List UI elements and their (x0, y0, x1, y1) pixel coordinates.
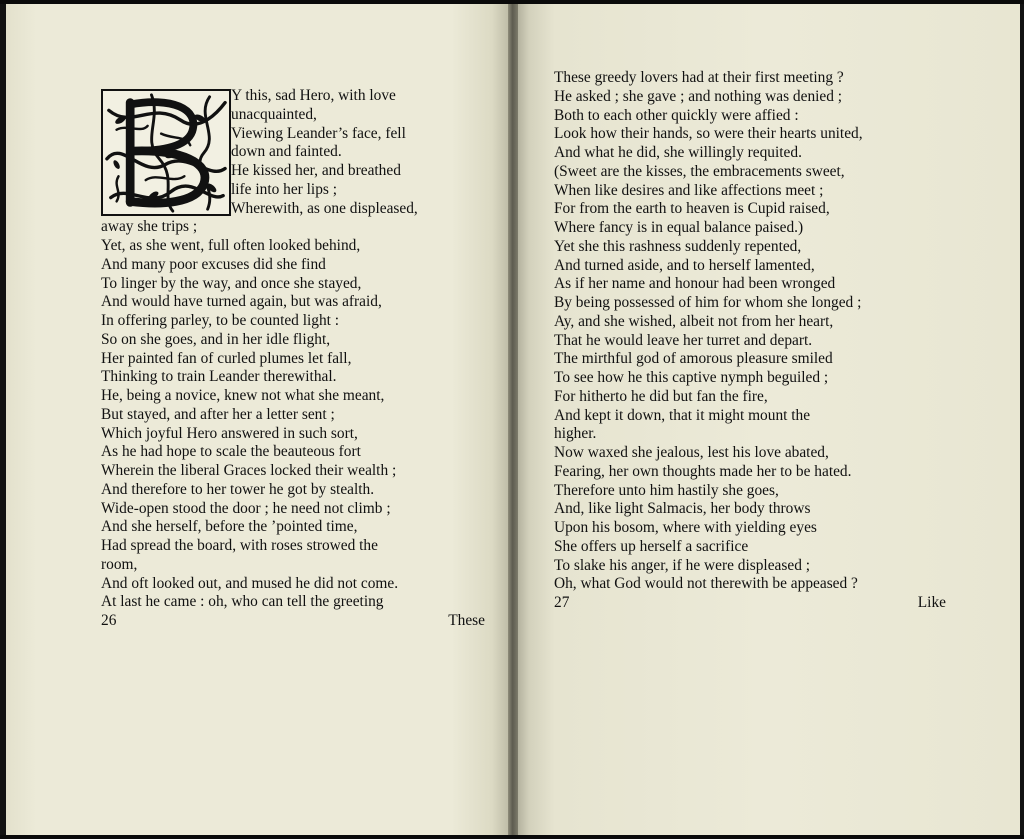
text-line: As if her name and honour had been wronged (554, 275, 836, 293)
text-line: And oft looked out, and mused he did not come. (101, 574, 399, 592)
text-line: He kissed her, and breathed (231, 162, 401, 179)
text-line: Ay, and she wished, albeit not from her heart, (554, 312, 834, 330)
text-line: And turned aside, and to herself lamented, (554, 256, 815, 274)
text-line: Yet, as she went, full often looked behind, (101, 237, 361, 254)
page-number: 27 (554, 594, 570, 611)
text-line: Now waxed she jealous, lest his love abated, (554, 444, 829, 461)
text-line: These greedy lovers had at their first meeting ? (554, 69, 844, 86)
text-line: (Sweet are the kisses, the embracements sweet, (554, 162, 845, 180)
text-line: And kept it down, that it might mount the (554, 406, 811, 424)
text-line: Yet she this rashness suddenly repented, (554, 237, 802, 255)
text-line: Fearing, her own thoughts made her to be hated. (554, 462, 852, 480)
text-line: Her painted fan of curled plumes let fall, (101, 349, 352, 367)
text-line: Upon his bosom, where with yielding eyes (554, 519, 817, 536)
text-line: To linger by the way, and once she stayed, (101, 274, 362, 292)
text-line: As he had hope to scale the beauteous fort (101, 443, 361, 461)
text-line: Where fancy is in equal balance paised.) (554, 219, 804, 236)
right-page-content (514, 4, 1020, 835)
text-line: Therefore unto him hastily she goes, (554, 481, 779, 499)
page-footer (554, 594, 946, 613)
text-line: room, (101, 555, 138, 573)
text-line: She offers up herself a sacrifice (554, 537, 749, 555)
text-line: And would have turned again, but was afraid, (101, 293, 382, 311)
catchword: Like (917, 594, 946, 611)
text-line: Look how their hands, so were their hearts united, (554, 125, 863, 143)
text-line: down and fainted. (231, 143, 342, 161)
text-line: To see how he this captive nymph beguiled ; (554, 369, 829, 386)
text-line: The mirthful god of amorous pleasure smiled (554, 350, 833, 368)
text-line: Thinking to train Leander therewithal. (101, 368, 337, 386)
page-number: 26 (101, 612, 117, 629)
text-line: By being possessed of him for whom she longed ; (554, 294, 862, 311)
text-line: And, like light Salmacis, her body throws (554, 500, 811, 518)
text-line: In offering parley, to be counted light : (101, 312, 340, 329)
text-line: When like desires and like affections meet ; (554, 181, 824, 199)
text-line: unacquainted, (231, 105, 317, 123)
left-page-text (101, 87, 493, 631)
text-line: And therefore to her tower he got by stealth. (101, 480, 375, 498)
text-line: Both to each other quickly were affied : (554, 106, 799, 124)
text-line: And many poor excuses did she find (101, 255, 326, 273)
text-line: So on she goes, and in her idle flight, (101, 330, 331, 348)
text-line: He asked ; she gave ; and nothing was denied ; (554, 87, 843, 105)
text-line: And she herself, before the ’pointed time, (101, 518, 358, 536)
text-line: Y this, sad Hero, with love (231, 87, 396, 104)
right-page-text (554, 69, 946, 613)
text-line: Oh, what God would not therewith be appeased ? (554, 575, 858, 593)
text-line: For from the earth to heaven is Cupid raised, (554, 200, 830, 218)
text-line: That he would leave her turret and depart. (554, 331, 813, 349)
book-spread (0, 4, 1024, 835)
text-line: At last he came : oh, who can tell the greeting (101, 593, 384, 611)
text-line: life into her lips ; (231, 180, 338, 198)
text-line: Wherein the liberal Graces locked their wealth ; (101, 462, 397, 479)
text-line: For hitherto he did but fan the fire, (554, 387, 768, 405)
text-line: Wherewith, as one displeased, (231, 199, 418, 217)
text-line: away she trips ; (101, 218, 198, 236)
text-line: But stayed, and after her a letter sent ; (101, 405, 335, 423)
page-footer (101, 612, 493, 631)
text-line: Viewing Leander’s face, fell (231, 124, 406, 142)
text-line: Which joyful Hero answered in such sort, (101, 424, 358, 442)
text-line: And what he did, she willingly requited. (554, 144, 802, 161)
catchword: These (448, 612, 485, 629)
text-line: To slake his anger, if he were displeased ; (554, 556, 811, 574)
text-line: He, being a novice, knew not what she meant, (101, 387, 385, 404)
text-line: Had spread the board, with roses strowed the (101, 537, 378, 554)
text-line: higher. (554, 425, 597, 443)
text-line: Wide-open stood the door ; he need not climb ; (101, 499, 391, 517)
